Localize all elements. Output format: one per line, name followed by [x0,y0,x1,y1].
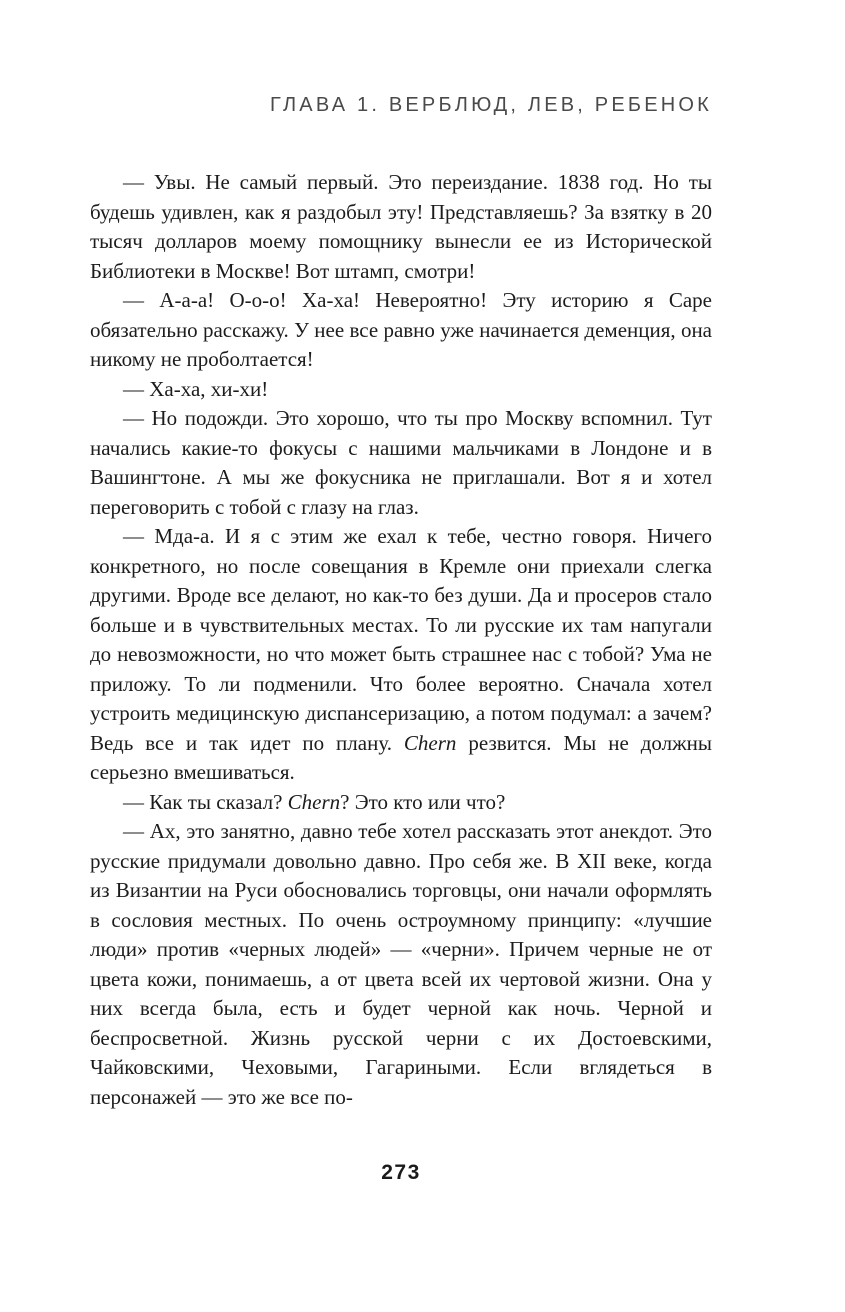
text-run: резвится. Мы не должны серьезно вмешиваться. [90,730,712,784]
page-number: 273 [381,1161,421,1184]
paragraph [90,522,712,788]
paragraph [90,817,712,1112]
text-run: — Мда-а. И я с этим же ехал к тебе, честно говоря. Ничего конкретного, но после совещания в Кремле они приехали слегка другими. Вроде все делают, но как-то без души. Да и просеров стало больше и в чувствительных местах. То ли русские их там напугали до невозможности, но что может быть страшнее нас с тобой? Ума не приложу. То ли подменили. Что более вероятно. Сначала хотел устроить медицинскую диспансеризацию, а потом подумал: а зачем? Ведь все и так идет по плану. [90,524,712,755]
paragraph [90,168,712,286]
text-run: — А-а-а! О-о-о! Ха-ха! Невероятно! Эту историю я Саре обязательно расскажу. У нее все равно уже начинается деменция, она никому не проболтается! [90,288,712,371]
text-run: — Увы. Не самый первый. Это переиздание. 1838 год. Но ты будешь удивлен, как я раздобыл эту! Представляешь? За взятку в 20 тысяч долларов моему помощнику вынесли ее из Исторической Библиотеки в Москве! Вот штамп, смотри! [90,170,712,283]
paragraph [90,788,712,818]
chapter-running-head: ГЛАВА 1. ВЕРБЛЮД, ЛЕВ, РЕБЕНОК [270,94,712,116]
paragraph [90,375,712,405]
text-run: — Ха-ха, хи-хи! [123,376,269,401]
paragraph [90,404,712,522]
italic-term: Chern [403,730,457,755]
text-run: — Ах, это занятно, давно тебе хотел рассказать этот анекдот. Это русские придумали довольно давно. Про себя же. В XII веке, когда из Византии на Руси обосновались торговцы, они начали оформлять в сословия местных. По очень остроумному принципу: «лучшие люди» против «черных людей» — «черни». Причем черные не от цвета кожи, понимаешь, а от цвета всей их чертовой жизни. Она у них всегда была, есть и будет черной как ночь. Черной и беспросветной. Жизнь русской черни с их Достоевскими, Чайковскими, Чеховыми, Гагариными. Если вглядеться в персонажей — это же все по- [90,819,712,1109]
italic-term: Chern [287,789,341,814]
paragraph [90,286,712,375]
text-run: ? Это кто или что? [340,789,506,814]
text-run: — Как ты сказал? [123,789,288,814]
body-text [90,168,712,1112]
text-run: — Но подожди. Это хорошо, что ты про Москву вспомнил. Тут начались какие-то фокусы с нашими мальчиками в Лондоне и в Вашингтоне. А мы же фокусника не приглашали. Вот я и хотел переговорить с тобой с глазу на глаз. [90,406,712,519]
